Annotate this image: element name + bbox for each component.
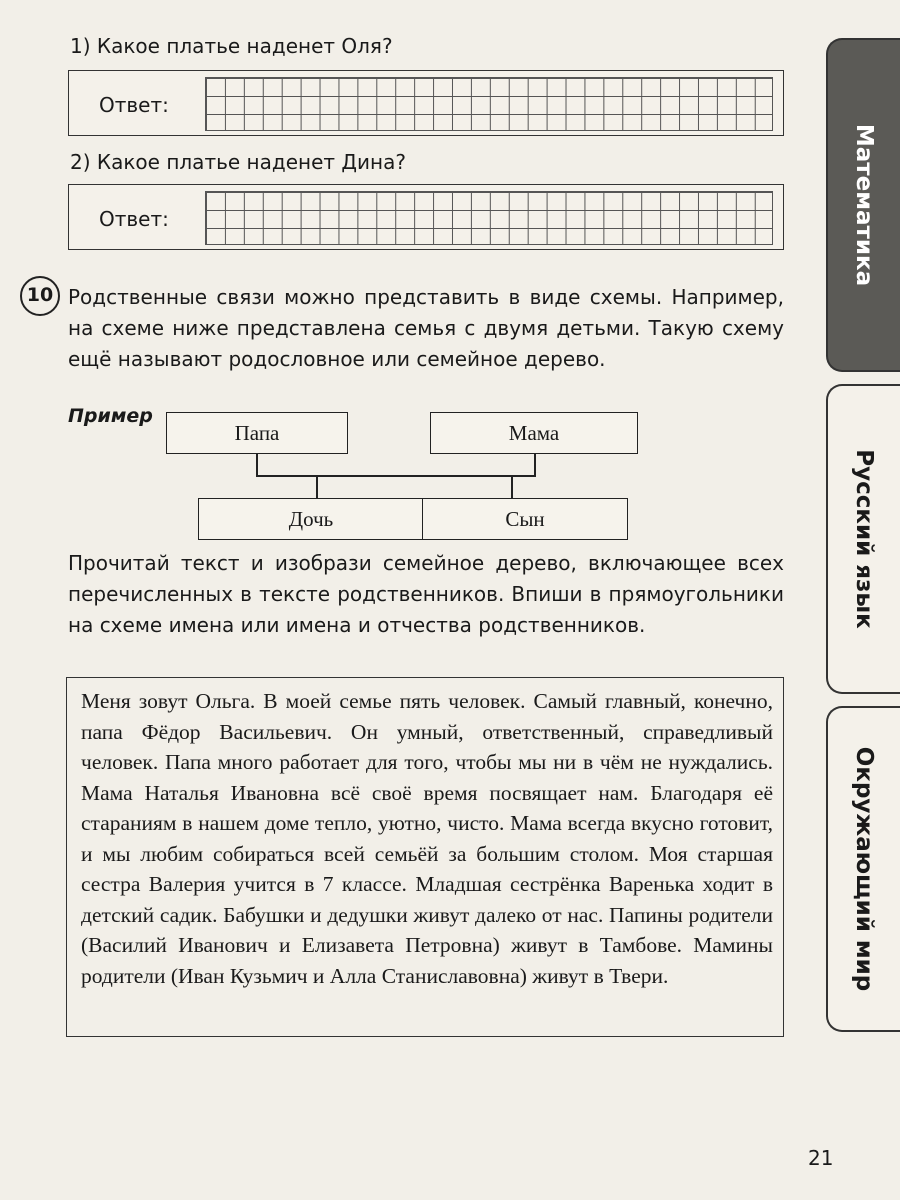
tab-russian-label: Русский язык: [851, 449, 877, 629]
question-2: [70, 150, 406, 174]
answer-grid-2[interactable]: [205, 191, 773, 245]
question-1: [70, 34, 393, 58]
tree-box-mother: Мама: [430, 412, 638, 454]
tree-connector: [511, 476, 513, 498]
reading-text-box: [66, 677, 784, 1037]
tree-connector: [316, 476, 318, 498]
tab-russian[interactable]: [826, 384, 900, 694]
tree-box-father: Папа: [166, 412, 348, 454]
task-intro: Родственные связи можно представить в виде схемы. Например, на схеме ниже представлена семья с двумя детьми. Такую схему ещё называют родословное или семейное дерево.: [68, 285, 784, 371]
answer-box-1[interactable]: [68, 70, 784, 136]
answer-label-2: Ответ:: [99, 207, 169, 231]
tree-connector: [256, 454, 258, 476]
tree-connector: [256, 475, 536, 477]
tree-box-son: Сын: [422, 498, 628, 540]
answer-label-1: Ответ:: [99, 93, 169, 117]
question-1-text: Какое платье наденет Оля?: [96, 34, 393, 58]
tab-world[interactable]: [826, 706, 900, 1032]
tab-math[interactable]: [826, 38, 900, 372]
tree-box-daughter: Дочь: [198, 498, 424, 540]
task-instruction: Прочитай текст и изобрази семейное дерево, включающее всех перечисленных в тексте родственников. Впиши в прямоугольники на схеме имена или имена и отчества родственников.: [68, 551, 784, 637]
page-number: 21: [808, 1146, 834, 1170]
question-2-text: Какое платье наденет Дина?: [96, 150, 406, 174]
example-label: Пример: [68, 405, 153, 427]
question-1-prefix: 1): [70, 34, 91, 58]
reading-text: Меня зовут Ольга. В моей семье пять человек. Самый главный, конечно, папа Фёдор Васильевич. Он умный, ответственный, справедливый человек. Папа много работает для того, чтобы мы ни в чём не нуждались. Мама Наталья Ивановна всё своё время посвящает нам. Благодаря её стараниям в нашем доме тепло, уютно, чисто. Мама всегда вкусно готовит, и мы любим собираться всей семьёй за большим столом. Моя старшая сестра Валерия учится в 7 классе. Младшая сестрёнка Варенька ходит в детский садик. Бабушки и дедушки живут далеко от нас. Папины родители (Василий Иванович и Елизавета Петровна) живут в Тамбове. Мамины родители (Иван Кузьмич и Алла Станиславовна) живут в Твери.: [81, 689, 773, 988]
answer-box-2[interactable]: [68, 184, 784, 250]
task-number-badge: 10: [20, 276, 60, 316]
tab-world-label: Окружающий мир: [851, 746, 877, 992]
answer-grid-1[interactable]: [205, 77, 773, 131]
tab-math-label: Математика: [851, 123, 877, 287]
question-2-prefix: 2): [70, 150, 91, 174]
tree-connector: [534, 454, 536, 476]
